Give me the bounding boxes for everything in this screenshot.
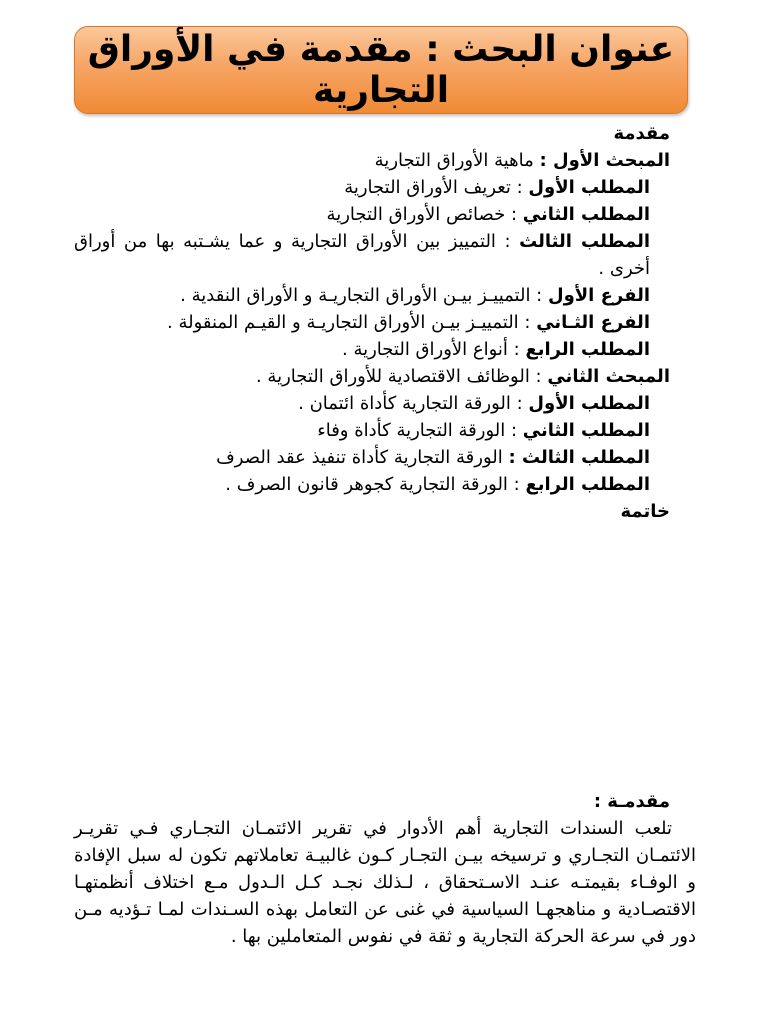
toc-intro-label: مقدمة: [613, 123, 670, 144]
toc-ch2-section-2: [74, 417, 696, 444]
toc-ch1-section-3: [74, 228, 696, 282]
toc-ch2-section-4-label: المطلب الرابع: [525, 474, 650, 495]
introduction-heading: مقدمـة :: [593, 791, 670, 812]
toc-conclusion-label: خاتمة: [620, 501, 670, 522]
toc-ch1-section-2-text: : خصائص الأوراق التجارية: [326, 204, 523, 225]
toc-ch2-section-1-text: : الورقة التجارية كأداة ائتمان .: [298, 393, 529, 414]
toc-ch1-section-2: [74, 201, 696, 228]
toc-chapter-1: [74, 147, 696, 174]
toc-ch1-section-3-label: المطلب الثالث: [519, 231, 650, 252]
toc-intro: [74, 120, 696, 147]
toc-ch2-section-1: [74, 390, 696, 417]
toc-ch2-section-3: [74, 444, 696, 471]
toc-conclusion: [74, 498, 696, 525]
toc-ch2-section-4-text: : الورقة التجارية كجوهر قانون الصرف .: [225, 474, 526, 495]
toc-ch2-section-2-label: المطلب الثاني: [522, 420, 650, 441]
research-title: عنوان البحث : مقدمة في الأوراق التجارية: [87, 29, 675, 111]
toc-ch2-section-2-text: : الورقة التجارية كأداة وفاء: [317, 420, 523, 441]
toc-ch2-section-3-label: المطلب الثالث :: [508, 447, 650, 468]
toc-ch1-s3-branch-1-label: الفرع الأول: [547, 285, 650, 306]
toc-ch1-s3-branch-2: [74, 309, 696, 336]
table-of-contents: [74, 120, 696, 525]
toc-ch1-section-1-label: المطلب الأول: [528, 177, 650, 198]
toc-ch1-section-4-label: المطلب الرابع: [525, 339, 650, 360]
toc-ch1-s3-branch-1: [74, 282, 696, 309]
toc-ch1-section-3-text: : التمييز بين الأوراق التجارية و عما يشـتبه بها من أوراق أخرى .: [74, 231, 650, 279]
toc-ch1-s3-branch-1-text: : التمييـز بيـن الأوراق التجاريـة و الأوراق النقدية .: [180, 285, 548, 306]
toc-chapter-1-label: المبحث الأول :: [539, 150, 670, 171]
introduction-paragraph: تلعب السندات التجارية أهم الأدوار في تقرير الائتمـان التجـاري فـي تقريـر الائتمـان التجـاري و ترسيخه بيـن التجـار كـون غالبيـة تعاملاتهم تكون له سبل الإفادة و الوفـاء بقيمتـه عنـد الاسـتحقاق ، لـذلك نجـد كـل الـدول مـع اختلاف أنظمتهـا الاقتصـادية و مناهجهـا السياسية في غنى عن التعامل بهذه السـندات لمـا تـؤديه مـن دور في سرعة الحركة التجارية و ثقة في نفوس المتعاملين بها .: [74, 818, 696, 947]
toc-chapter-2-text: : الوظائف الاقتصادية للأوراق التجارية .: [255, 366, 548, 387]
toc-ch2-section-4: [74, 471, 696, 498]
toc-ch1-section-4: [74, 336, 696, 363]
toc-ch1-section-1-text: : تعريف الأوراق التجارية: [344, 177, 529, 198]
toc-ch1-s3-branch-2-text: : التمييـز بيـن الأوراق التجاريـة و القيـم المنقولة .: [167, 312, 537, 333]
toc-chapter-2: [74, 363, 696, 390]
title-banner: [74, 26, 688, 114]
toc-ch2-section-3-text: الورقة التجارية كأداة تنفيذ عقد الصرف: [216, 447, 509, 468]
toc-ch1-section-2-label: المطلب الثاني: [522, 204, 650, 225]
toc-ch1-section-4-text: : أنواع الأوراق التجارية .: [342, 339, 526, 360]
toc-chapter-1-text: ماهية الأوراق التجارية: [374, 150, 540, 171]
toc-chapter-2-label: المبحث الثاني: [547, 366, 670, 387]
toc-ch1-s3-branch-2-label: الفرع الثـاني: [536, 312, 650, 333]
toc-ch1-section-1: [74, 174, 696, 201]
introduction-section: [74, 788, 696, 950]
toc-ch2-section-1-label: المطلب الأول: [528, 393, 650, 414]
